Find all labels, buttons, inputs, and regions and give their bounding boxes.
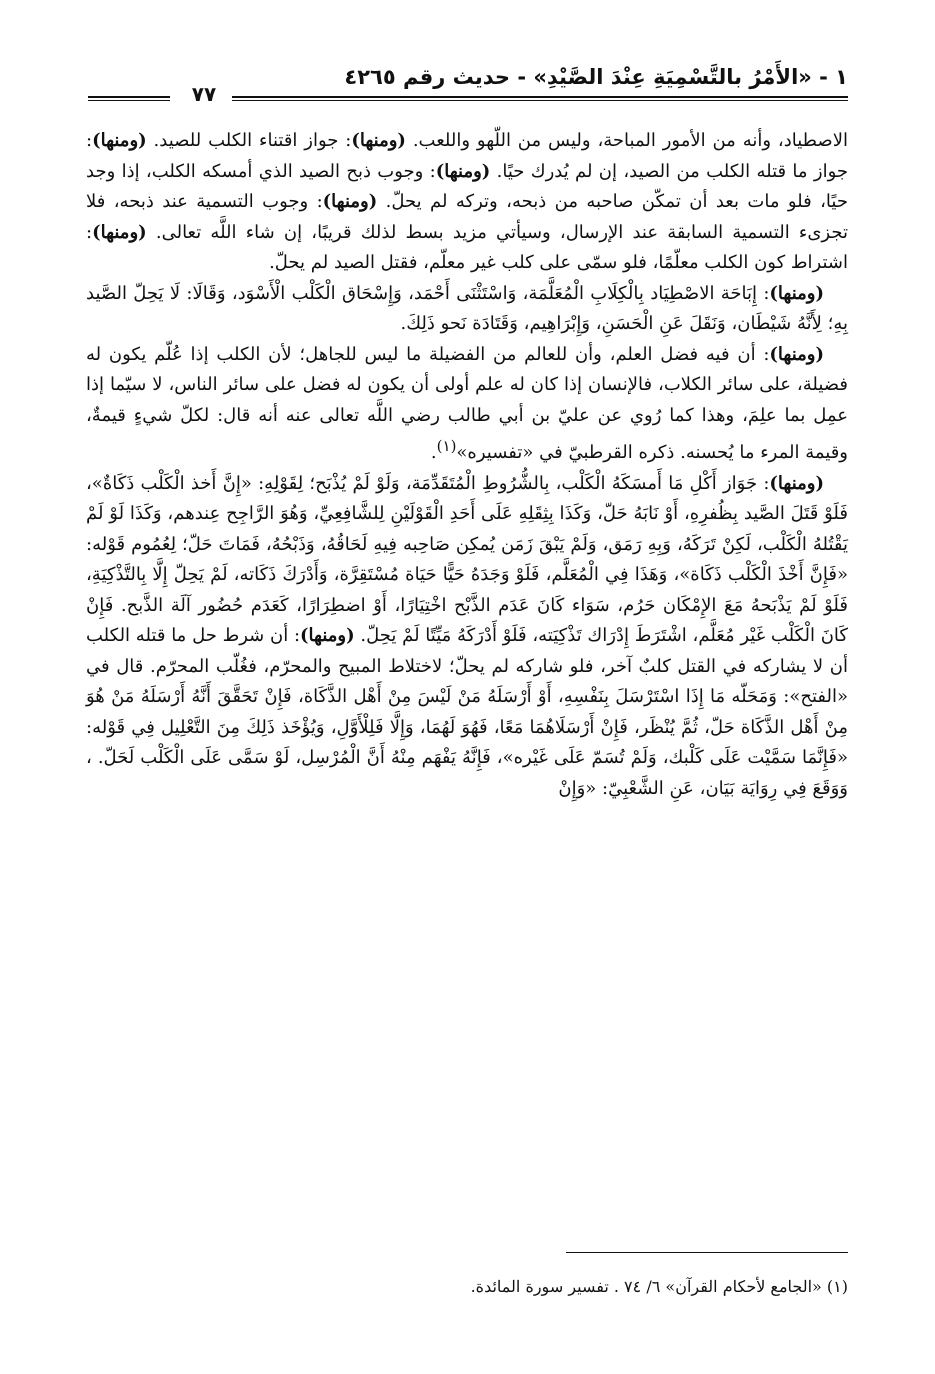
header-title: ١ - «الأَمْرُ بالتَّسْمِيَةِ عِنْدَ الصَّيْدِ» - حديث رقم ٤٢٦٥ <box>344 65 848 89</box>
header-rule-short <box>88 96 170 101</box>
keyword-heading: (ومنها) <box>769 472 824 494</box>
keyword-heading: (ومنها) <box>322 191 378 212</box>
text-run: : وجوب التسمية عند ذبحه، فلا تجزىء التسمية السابقة عند الإرسال، وسيأتي مزيد بسط لذلك قريبًا، إن شاء اللَّه تعالى. <box>86 191 848 243</box>
text-run: : جواز ما قتله الكلب من الصيد، إن لم يُدرك حيًا. <box>86 130 848 182</box>
text-run: الاصطياد، وأنه من الأمور المباحة، وليس من اللّهو واللعب. <box>412 130 848 151</box>
text-run: : اشتراط كون الكلب معلّمًا، فلو سمّى على كلب غير معلّم، فقتل الصيد لم يحلّ. <box>86 221 848 273</box>
keyword-heading: (ومنها) <box>769 282 824 304</box>
footnote-ref[interactable]: (١) <box>436 437 457 455</box>
text-run: : وجوب ذبح الصيد الذي أمسكه الكلب، إذا وجد حيًا، فلو مات بعد أن تمكّن صاحبه من ذبحه، وتركه لم يحلّ. <box>86 160 848 212</box>
text-run: : أن فيه فضل العلم، وأن للعالم من الفضيلة ما ليس للجاهل؛ لأن الكلب إذا عُلّم يكون له فضيلة، على سائر الكلاب، فالإنسان إذا كان له علم أولى أن يكون له فضل على سائر الناس، لا سيّما إذا عمِل بما علِمَ، وهذا كما رُوي عن عليّ بن أبي طالب رضي اللَّه تعالى عنه أنه قال: لكلّ شيءٍ قيمةٌ، وقيمة المرء ما يُحسنه. ذكره القرطبيّ في «تفسيره» <box>86 343 848 463</box>
header-rule <box>232 96 848 101</box>
main-text <box>86 126 848 804</box>
keyword-heading: (ومنها) <box>92 221 147 243</box>
text-run: . <box>430 442 437 463</box>
paragraph-3 <box>86 340 848 469</box>
keyword-heading: (ومنها) <box>300 625 355 646</box>
keyword-heading: (ومنها) <box>435 160 491 182</box>
keyword-heading: (ومنها) <box>92 130 147 151</box>
paragraph-2 <box>86 279 848 340</box>
page-number: ٧٧ <box>191 82 217 106</box>
running-header <box>88 60 848 112</box>
paragraph-1 <box>86 126 848 279</box>
text-run: : أن شرط حل ما قتله الكلب أن لا يشاركه في القتل كلبٌ آخر، فلو شاركه لم يحلّ؛ لاختلاط المبيح والمحرّم، فغُلّب المحرّم. قال في «الفتح»: وَمَحَلّه مَا إِذَا اسْتَرْسَلَ بِنَفْسِهِ، أَوْ أَرْسَلَهُ مَنْ لَيْسَ مِنْ أَهْل الذَّكَاة، فَإِنْ تَحَقَّقَ أَنَّهُ أَرْسَلَهُ مَنْ هُوَ مِنْ أَهْل الذَّكَاة حَلّ، ثُمَّ يُنْظَر، فَإِنْ أَرْسَلَاهُمَا مَعًا، فَهُوَ لَهُمَا، وَإِلَّا فَلِلْأَوَّلِ، وَيُؤْخَذ ذَلِكَ مِنَ التَّعْلِيل فِي قَوْله: «فَإِنَّمَا سَمَّيْت عَلَى كَلْبك، وَلَمْ تُسَمّ عَلَى غَيْره»، فَإِنَّهُ يَفْهَم مِنْهُ أَنَّ الْمُرْسِل، لَوْ سَمَّى عَلَى الْكَلْب لَحَلّ. ، وَوَقَعَ فِي رِوَايَة بَيَان، عَنِ الشَّعْبِيّ: «وَإِنْ <box>86 625 848 799</box>
footnote-separator <box>566 1252 848 1253</box>
keyword-heading: (ومنها) <box>769 343 824 365</box>
text-run: : إِبَاحَة الاصْطِيَاد بِالْكِلَابِ الْمُعَلَّمَة، وَاسْتَثْنَى أَحْمَد، وَإِسْحَاق الْكَلْب الْأَسْوَد، وَقَالَا: لَا يَحِلّ الصَّيد بِهِ؛ لِأَنَّهُ شَيْطَان، وَنَقَلَ عَنِ الْحَسَنِ، وَإِبْرَاهِيم، وَقَتَادَة نَحو ذَلِكَ. <box>86 282 848 334</box>
paragraph-4 <box>86 469 848 805</box>
footnote: (١) «الجامع لأحكام القرآن» ٦/ ٧٤ . تفسير سورة المائدة. <box>470 1277 848 1296</box>
keyword-heading: (ومنها) <box>351 130 406 151</box>
text-run: : جواز اقتناء الكلب للصيد. <box>153 130 352 151</box>
text-run: : جَوَاز أَكْلِ مَا أَمسَكَهُ الْكَلْب، بِالشُّرُوطِ الْمُتَقَدِّمَة، وَلَوْ لَمْ يُذْبَح؛ لِقَوْلِهِ: «إِنَّ أَخذ الْكَلْب ذَكَاةٌ»، فَلَوْ قَتَلَ الصَّيد بِظُفرِهِ، أَوْ نَابَهُ حَلّ، وَكَذَا بِثِقَلِهِ عَلَى أَحَدِ الْقَوْلَيْنِ لِلشَّافِعِيِّ، وَهُوَ الرَّاجِح عِندهم، وَكَذَا لَوْ لَمْ يَقْتُلهُ الْكَلْب، لَكِنْ تَرَكَهُ، وَبِهِ رَمَق، وَلَمْ يَبْقَ زَمَن يُمكِن صَاحِبه فِيهِ لَحَاقُهُ، وَذَبْحُهُ، فَمَاتَ حَلّ؛ لِعُمُوم قَوْله: «فَإِنَّ أَخْذَ الْكَلْب ذَكَاة»، وَهَذَا فِي الْمُعَلَّم، فَلَوْ وَجَدَهُ حَيًّا حَيَاة مُسْتَقِرَّة، وَأَدْرَكَ ذَكَاته، لَمْ يَحِلّ إِلَّا بِالتَّذْكِيَةِ، فَلَوْ لَمْ يَذْبَحهُ مَعَ الإِمْكَان حَرُم، سَوَاء كَانَ عَدَم الذَّبْح اخْتِيَارًا، أَوْ اضطِرَارًا، كَعَدَم حُضُور آلَة الذَّبح. فَإِنْ كَانَ الْكَلْب غَيْر مُعَلَّم، اشْتَرَطَ إِدْرَاك تَذْكِيَته، فَلَوْ أَدْرَكَهُ مَيِّتًا لَمْ يَحِلّ. <box>86 472 848 646</box>
